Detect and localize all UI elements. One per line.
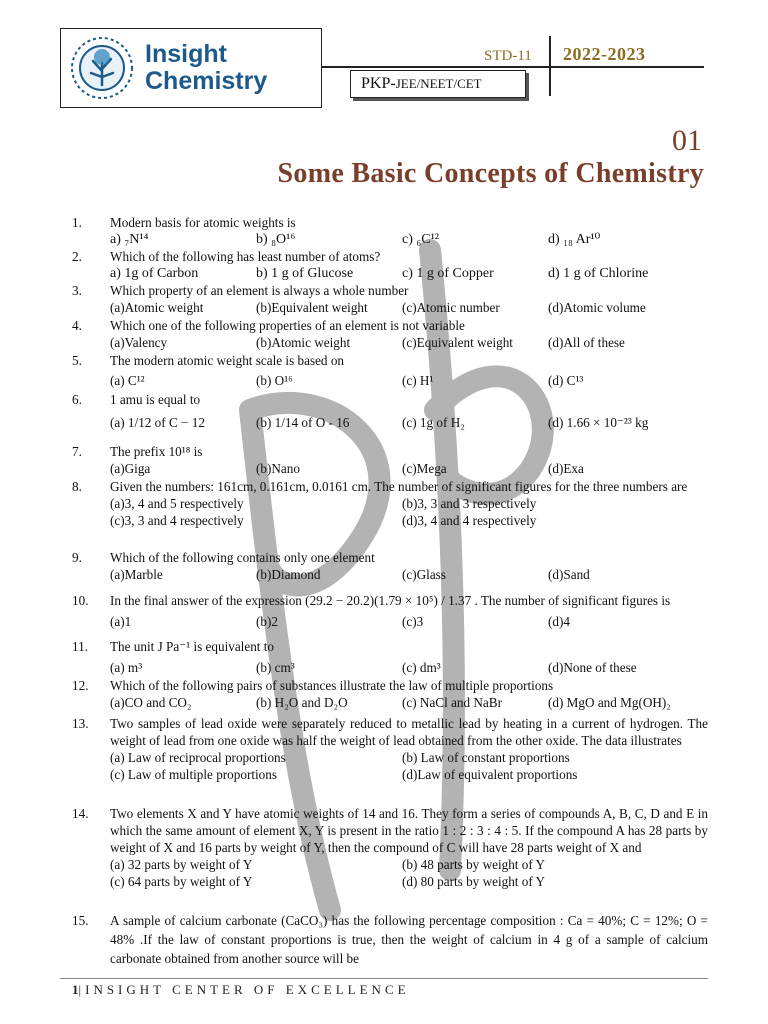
option-d: (d) 80 parts by weight of Y	[402, 874, 546, 889]
option-d: (d)Exa	[548, 461, 584, 476]
option-b: b) ₈O¹⁶	[256, 232, 296, 247]
question-1	[72, 214, 708, 248]
question-number: 12.	[72, 678, 89, 693]
question-number: 7.	[72, 444, 82, 459]
logo-line-1: Insight	[145, 40, 227, 68]
option-a: (a)Giga	[110, 461, 151, 476]
option-b: (b)3, 3 and 3 respectively	[402, 496, 537, 511]
option-d: (d)Law of equivalent proportions	[402, 767, 578, 782]
option-a: (a) 32 parts by weight of Y	[110, 857, 253, 872]
option-b: (b) 1/14 of O - 16	[256, 415, 350, 430]
option-a: (a)Valency	[110, 335, 168, 350]
option-a: (a)Atomic weight	[110, 300, 204, 315]
pkp-badge	[350, 70, 526, 98]
question-text: Which property of an element is always a whole number	[110, 283, 409, 298]
footer-text: INSIGHT CENTER OF EXCELLENCE	[85, 982, 410, 997]
option-c: (c) 64 parts by weight of Y	[110, 874, 253, 889]
footer	[72, 982, 410, 998]
question-number: 10.	[72, 593, 89, 608]
question-text: Which one of the following properties of an element is not variable	[110, 318, 465, 333]
logo-line-2: Chemistry	[145, 67, 268, 95]
option-a: (a)CO and CO₂	[110, 695, 192, 710]
pkp-main: PKP-	[361, 75, 396, 92]
option-b: (b) O¹⁶	[256, 373, 293, 388]
question-4	[72, 317, 708, 351]
question-text: A sample of calcium carbonate (CaCO₃) has the following percentage composition : Ca = 40%; C = 12%; O = 48% .If the law of constant proportions is true, then the weight of calcium in 4 g of a sample of calcium carbonate obtained from another source will be	[110, 913, 708, 966]
question-number: 6.	[72, 392, 82, 407]
question-text: Given the numbers: 161cm, 0.161cm, 0.0161 cm. The number of significant figures for the three numbers are	[110, 479, 688, 494]
option-d: (d)4	[548, 614, 570, 629]
logo-box	[60, 28, 322, 108]
option-c: (c)3	[402, 614, 424, 629]
header-rule	[322, 66, 704, 68]
option-c: (c)Glass	[402, 567, 446, 582]
std-label: STD-11	[484, 48, 532, 64]
option-b: (b) cm³	[256, 660, 295, 675]
option-d: (d)Atomic volume	[548, 300, 646, 315]
question-number: 3.	[72, 283, 82, 298]
option-a: a) 1g of Carbon	[110, 266, 199, 281]
question-number: 11.	[72, 639, 88, 654]
option-c: (c) H¹	[402, 373, 434, 388]
question-text: 1 amu is equal to	[110, 392, 201, 407]
option-d: d) 1 g of Chlorine	[548, 266, 649, 281]
option-b: (b)Atomic weight	[256, 335, 351, 350]
option-b: (b)Equivalent weight	[256, 300, 368, 315]
question-5	[72, 352, 708, 389]
question-number: 15.	[72, 913, 89, 928]
chapter-number: 01	[672, 124, 702, 157]
question-text: Two elements X and Y have atomic weights of 14 and 16. They form a series of compounds A, B, C, D and E in which the same amount of element X, Y is present in the ratio 1 : 2 : 3 : 4 : 5. If the compound A has 28 parts by weight of X and 16 parts by weight of Y, then the compound of C will have 28 parts weight of X and	[110, 806, 708, 855]
option-a: (a)3, 4 and 5 respectively	[110, 496, 244, 511]
question-number: 4.	[72, 318, 82, 333]
option-c: (c) NaCl and NaBr	[402, 695, 502, 710]
footer-separator: |	[78, 982, 86, 997]
question-11	[72, 638, 708, 676]
question-text: The modern atomic weight scale is based on	[110, 353, 345, 368]
question-8	[72, 478, 708, 529]
question-7	[72, 443, 708, 477]
question-number: 8.	[72, 479, 82, 494]
option-d: (d)3, 4 and 4 respectively	[402, 513, 537, 528]
option-b: (b)2	[256, 614, 278, 629]
question-10	[72, 592, 708, 630]
option-c: (c)Atomic number	[402, 300, 500, 315]
question-number: 9.	[72, 550, 82, 565]
question-3	[72, 282, 708, 316]
option-b: (b)Diamond	[256, 567, 321, 582]
option-b: (b) H₂O and D₂O	[256, 695, 348, 710]
option-a: (a)Marble	[110, 567, 163, 582]
option-a: a) ₇N¹⁴	[110, 232, 149, 247]
page-number: 1	[72, 982, 79, 997]
question-number: 5.	[72, 353, 82, 368]
option-c: c) ₆C¹²	[402, 232, 439, 247]
option-b: (b) Law of constant proportions	[402, 750, 570, 765]
footer-rule	[60, 978, 708, 979]
option-c: (c) dm³	[402, 660, 441, 675]
option-c: (c)Equivalent weight	[402, 335, 513, 350]
tree-logo-icon	[67, 33, 137, 103]
question-15	[72, 911, 708, 968]
option-a: (a) 1/12 of C − 12	[110, 415, 205, 430]
question-13	[72, 715, 708, 783]
question-text: Which of the following pairs of substances illustrate the law of multiple proportions	[110, 678, 554, 693]
option-a: (a) C¹²	[110, 373, 145, 388]
option-c: (c)Mega	[402, 461, 447, 476]
option-b: b) 1 g of Glucose	[256, 266, 354, 281]
option-a: (a) Law of reciprocal proportions	[110, 750, 286, 765]
question-14	[72, 805, 708, 890]
chapter-title: Some Basic Concepts of Chemistry	[277, 158, 704, 189]
question-number: 2.	[72, 249, 82, 264]
question-number: 1.	[72, 215, 82, 230]
option-c: (c) 1g of H₂	[402, 415, 465, 430]
question-9	[72, 549, 708, 583]
question-number: 13.	[72, 716, 89, 731]
question-text: The prefix 10¹⁸ is	[110, 444, 203, 459]
question-text: Which of the following contains only one element	[110, 550, 375, 565]
option-a: (a) m³	[110, 660, 143, 675]
question-text: Which of the following has least number of atoms?	[110, 249, 381, 264]
question-2	[72, 248, 708, 282]
option-d: (d)None of these	[548, 660, 637, 675]
question-text: Two samples of lead oxide were separately reduced to metallic lead by heating in a current of hydrogen. The weight of lead from one oxide was half the weight of lead obtained from the other oxide. The data illustrates	[110, 716, 708, 748]
question-text: In the final answer of the expression (29.2 − 20.2)(1.79 × 10⁵) / 1.37 . The number of significant figures is	[110, 593, 671, 608]
question-text: Modern basis for atomic weights is	[110, 215, 296, 230]
pkp-sub: JEE/NEET/CET	[395, 76, 482, 91]
option-d: d) ₁₈ Ar¹⁰	[548, 232, 601, 247]
option-d: (d) C¹³	[548, 373, 584, 388]
question-number: 14.	[72, 806, 89, 821]
option-b: (b)Nano	[256, 461, 300, 476]
option-c: (c) Law of multiple proportions	[110, 767, 278, 782]
option-c: c) 1 g of Copper	[402, 266, 494, 281]
option-d: (d) MgO and Mg(OH)₂	[548, 695, 671, 710]
logo-text	[145, 41, 267, 95]
question-text: The unit J Pa⁻¹ is equivalent to	[110, 639, 275, 654]
option-d: (d)Sand	[548, 567, 590, 582]
year-label: 2022-2023	[563, 44, 646, 64]
option-a: (a)1	[110, 614, 132, 629]
option-b: (b) 48 parts by weight of Y	[402, 857, 546, 872]
option-c: (c)3, 3 and 4 respectively	[110, 513, 244, 528]
question-6	[72, 391, 708, 431]
question-12	[72, 677, 708, 711]
option-d: (d) 1.66 × 10⁻²³ kg	[548, 415, 649, 430]
option-d: (d)All of these	[548, 335, 625, 350]
